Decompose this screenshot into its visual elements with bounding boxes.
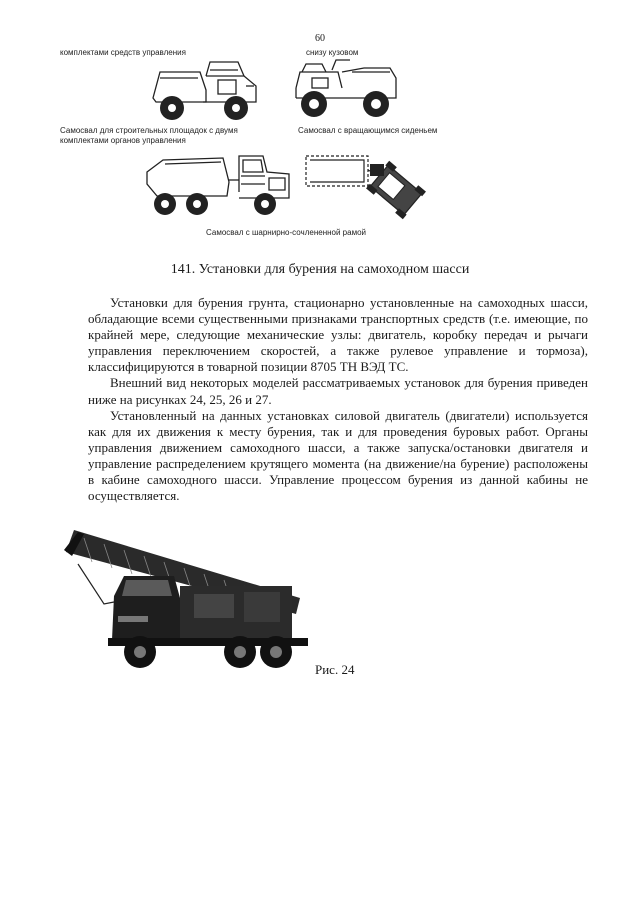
paragraph: Установленный на данных установках силовой двигатель (двигатели) используется как для их движения к месту бурения, так и для проведения буровых работ. Органы управления движением самоходного шасси, а также запуска/остановки двигателя и управление распределением крутящего момента (на движение/на бурение) расположены в кабине самоходного шасси. Управление процессом бурения из данной кабины не осуществляется. [88,407,588,504]
drilling-rig-photo [64,524,320,674]
section-heading: 141. Установки для бурения на самоходном шасси [170,262,470,277]
caption-top-left: комплектами средств управления [60,48,186,57]
figure-label: Рис. 24 [315,662,355,677]
articulated-dumper-top-drawing [300,150,430,222]
body-text [88,295,588,504]
caption-articulated-dumper: Самосвал с шарнирно-сочлененной рамой [206,228,366,237]
page-number: 60 [315,33,325,44]
caption-site-dumper: Самосвал для строительных площадок с двумя комплектами органов управления [60,126,238,145]
paragraph: Установки для бурения грунта, стационарно установленные на самоходных шасси, обладающие всеми существенными признаками транспортных средств (т.е. имеющие, по крайней мере, следующие механические узлы: двигатель, коробку передач и рычаги управления переключением скоростей, а также рулевое управление и тормоза), классифицируются в товарной позиции 8705 ТН ВЭД ТС. [88,295,588,375]
caption-rotating-seat-dumper: Самосвал с вращающимся сиденьем [298,126,438,135]
paragraph: Внешний вид некоторых моделей рассматриваемых установок для бурения приведен ниже на рисунках 24, 25, 26 и 27. [88,375,588,407]
caption-top-right: снизу кузовом [306,48,359,57]
rotating-seat-dumper-drawing [292,58,402,120]
site-dumper-drawing [148,58,263,123]
articulated-dumper-side-drawing [143,150,295,220]
